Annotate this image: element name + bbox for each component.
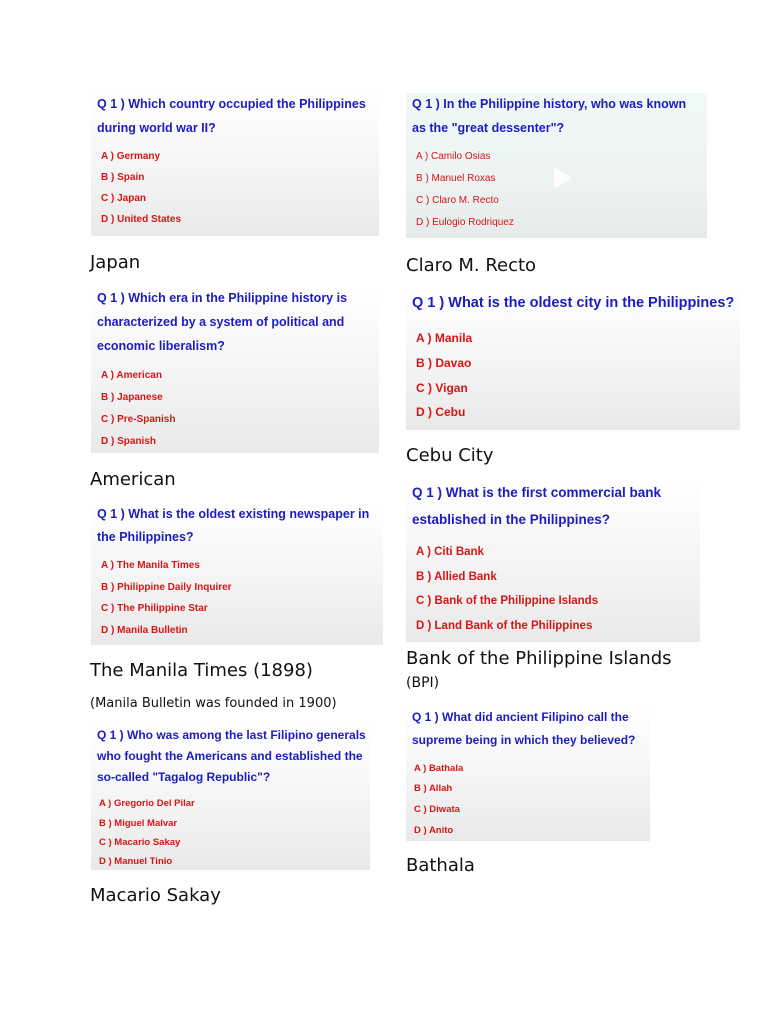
option-b: B ) Allied Bank [416, 571, 497, 583]
option-a: A ) Manila [416, 331, 473, 345]
question-line: the Philippines? [97, 530, 194, 544]
option-c: C ) Vigan [416, 381, 468, 395]
question-line: established in the Philippines? [412, 512, 611, 527]
question-line: Q 1 ) Which era in the Philippine history is [97, 291, 348, 305]
question-line: Q 1 ) What is the oldest city in the Philippines? [412, 295, 735, 311]
option-c: C ) Japan [101, 193, 147, 204]
question-line: supreme being in which they believed? [412, 733, 636, 747]
quiz-card-6 [406, 479, 700, 642]
answer-text: Macario Sakay [90, 885, 221, 906]
option-d: D ) Cebu [416, 405, 466, 419]
option-a: A ) Germany [101, 151, 161, 162]
option-a: A ) Camilo Osias [416, 151, 491, 162]
answer-note: (Manila Bulletin was founded in 1900) [90, 696, 337, 711]
option-a: A ) Bathala [414, 763, 464, 774]
answer-text: Cebu City [406, 445, 494, 466]
question-line: Q 1 ) Which country occupied the Philippines [97, 97, 366, 111]
option-b: B ) Manuel Roxas [416, 173, 496, 184]
question-line: Q 1 ) What did ancient Filipino call the [412, 710, 629, 724]
answer-text: Bank of the Philippine Islands [406, 648, 672, 669]
option-b: B ) Davao [416, 356, 472, 370]
answer-text: Japan [90, 252, 141, 273]
question-line: who fought the Americans and established the [97, 749, 363, 763]
option-c: C ) Macario Sakay [99, 837, 181, 848]
option-c: C ) The Philippine Star [101, 603, 208, 614]
option-a: A ) Citi Bank [416, 546, 484, 558]
option-a: A ) American [101, 370, 162, 381]
answer-text: The Manila Times (1898) [90, 660, 313, 681]
question-line: Q 1 ) In the Philippine history, who was known [412, 97, 687, 111]
option-d: D ) Manuel Tinio [99, 856, 173, 867]
question-line: so-called "Tagalog Republic"? [97, 770, 271, 784]
option-d: D ) Eulogio Rodriquez [416, 217, 514, 228]
quiz-card-7 [91, 724, 370, 870]
question-line: Q 1 ) What is the first commercial bank [412, 485, 662, 500]
quiz-card-3 [91, 286, 379, 453]
answer-text: Bathala [406, 855, 475, 876]
quiz-card-5 [91, 503, 383, 645]
answer-text: Claro M. Recto [406, 255, 537, 276]
option-d: D ) Land Bank of the Philippines [416, 620, 593, 632]
option-d: D ) Anito [414, 825, 454, 836]
question-line: characterized by a system of political and [97, 315, 345, 329]
option-c: C ) Bank of the Philippine Islands [416, 595, 599, 607]
question-line: economic liberalism? [97, 339, 225, 353]
option-c: C ) Pre-Spanish [101, 414, 176, 425]
option-c: C ) Claro M. Recto [416, 195, 499, 206]
play-icon[interactable] [554, 167, 572, 189]
quiz-card-8 [406, 705, 650, 841]
option-a: A ) Gregorio Del Pilar [99, 798, 195, 809]
option-d: D ) Spanish [101, 436, 157, 447]
option-c: C ) Diwata [414, 804, 460, 815]
option-d: D ) United States [101, 214, 182, 225]
answer-note: (BPI) [406, 675, 440, 691]
quiz-card-4 [406, 288, 740, 430]
quiz-card-2 [406, 93, 707, 238]
question-line: as the "great dessenter"? [412, 121, 565, 135]
question-line: Q 1 ) Who was among the last Filipino generals [97, 728, 366, 742]
quiz-card-1 [91, 93, 379, 236]
option-d: D ) Manila Bulletin [101, 625, 188, 636]
option-b: B ) Philippine Daily Inquirer [101, 582, 232, 593]
question-line: during world war II? [97, 121, 216, 135]
answer-text: American [90, 469, 176, 490]
option-a: A ) The Manila Times [101, 560, 200, 571]
question-line: Q 1 ) What is the oldest existing newspaper in [97, 507, 370, 521]
option-b: B ) Miguel Malvar [99, 818, 178, 829]
option-b: B ) Spain [101, 172, 145, 183]
option-b: B ) Allah [414, 783, 453, 794]
option-b: B ) Japanese [101, 392, 163, 403]
